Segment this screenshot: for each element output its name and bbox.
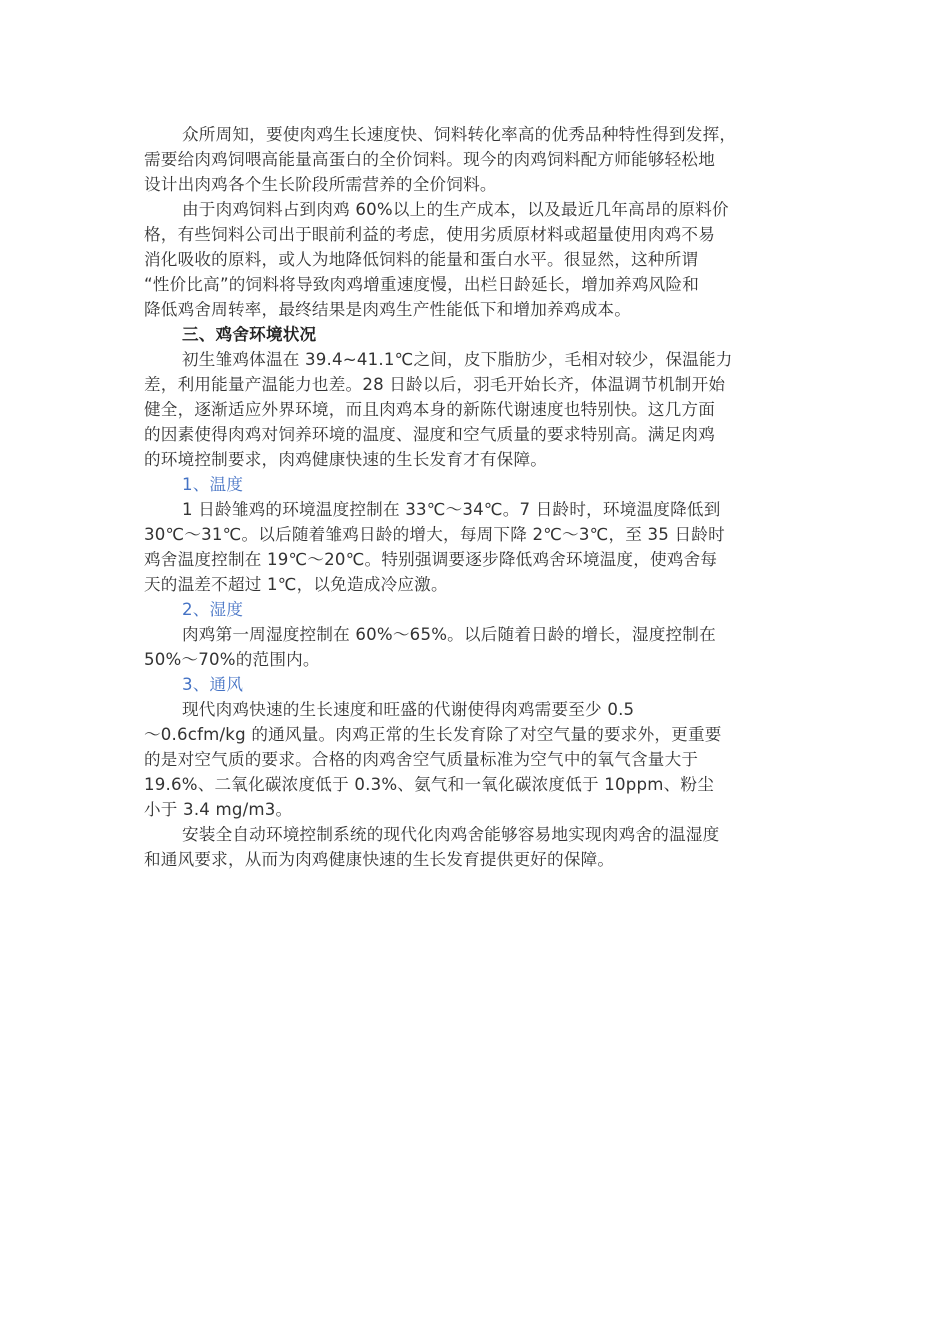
section-heading: 三、鸡舍环境状况 bbox=[182, 325, 317, 344]
paragraph-line: 现代肉鸡快速的生长速度和旺盛的代谢使得肉鸡需要至少 0.5 bbox=[182, 700, 635, 719]
paragraph-line: 差，利用能量产温能力也差。28 日龄以后，羽毛开始长齐，体温调节机制开始 bbox=[144, 375, 726, 394]
paragraph-line: 的是对空气质的要求。合格的肉鸡舍空气质量标准为空气中的氧气含量大于 bbox=[144, 750, 699, 769]
paragraph-line: 1 日龄雏鸡的环境温度控制在 33℃～34℃。7 日龄时，环境温度降低到 bbox=[182, 500, 721, 519]
paragraph-line: 格，有些饲料公司出于眼前利益的考虑，使用劣质原材料或超量使用肉鸡不易 bbox=[144, 225, 715, 244]
paragraph-line: 肉鸡第一周湿度控制在 60%～65%。以后随着日龄的增长，湿度控制在 bbox=[182, 625, 716, 644]
paragraph-line: 19.6%、二氧化碳浓度低于 0.3%、氨气和一氧化碳浓度低于 10ppm、粉尘 bbox=[144, 775, 715, 794]
subheading-temperature: 1、温度 bbox=[182, 475, 244, 494]
paragraph-line: 设计出肉鸡各个生长阶段所需营养的全价饲料。 bbox=[144, 175, 497, 194]
paragraph-line: 30℃～31℃。以后随着雏鸡日龄的增大，每周下降 2℃～3℃，至 35 日龄时 bbox=[144, 525, 725, 544]
paragraph-line: 降低鸡舍周转率，最终结果是肉鸡生产性能低下和增加养鸡成本。 bbox=[144, 300, 632, 319]
paragraph-line: 50%～70%的范围内。 bbox=[144, 650, 320, 669]
paragraph-line: “性价比高”的饲料将导致肉鸡增重速度慢，出栏日龄延长，增加养鸡风险和 bbox=[144, 275, 699, 294]
paragraph-line: ～0.6cfm/kg 的通风量。肉鸡正常的生长发育除了对空气量的要求外，更重要 bbox=[144, 725, 722, 744]
subheading-humidity: 2、湿度 bbox=[182, 600, 244, 619]
paragraph-line: 的因素使得肉鸡对饲养环境的温度、湿度和空气质量的要求特别高。满足肉鸡 bbox=[144, 425, 715, 444]
paragraph-line: 需要给肉鸡饲喂高能量高蛋白的全价饲料。现今的肉鸡饲料配方师能够轻松地 bbox=[144, 150, 715, 169]
paragraph-line: 众所周知，要使肉鸡生长速度快、饲料转化率高的优秀品种特性得到发挥， bbox=[182, 125, 737, 144]
document-page bbox=[144, 122, 808, 872]
paragraph-line: 鸡舍温度控制在 19℃～20℃。特别强调要逐步降低鸡舍环境温度，使鸡舍每 bbox=[144, 550, 718, 569]
paragraph-line: 和通风要求，从而为肉鸡健康快速的生长发育提供更好的保障。 bbox=[144, 850, 615, 869]
paragraph-line: 安装全自动环境控制系统的现代化肉鸡舍能够容易地实现肉鸡舍的温湿度 bbox=[182, 825, 720, 844]
paragraph-line: 初生雏鸡体温在 39.4~41.1℃之间，皮下脂肪少，毛相对较少，保温能力 bbox=[182, 350, 733, 369]
paragraph-line: 消化吸收的原料，或人为地降低饲料的能量和蛋白水平。很显然，这种所谓 bbox=[144, 250, 699, 269]
paragraph-line: 的环境控制要求，肉鸡健康快速的生长发育才有保障。 bbox=[144, 450, 548, 469]
paragraph-line: 健全，逐渐适应外界环境，而且肉鸡本身的新陈代谢速度也特别快。这几方面 bbox=[144, 400, 715, 419]
subheading-ventilation: 3、通风 bbox=[182, 675, 244, 694]
paragraph-line: 由于肉鸡饲料占到肉鸡 60%以上的生产成本，以及最近几年高昂的原料价 bbox=[182, 200, 729, 219]
paragraph-line: 天的温差不超过 1℃，以免造成冷应激。 bbox=[144, 575, 448, 594]
paragraph-line: 小于 3.4 mg/m3。 bbox=[144, 800, 293, 819]
